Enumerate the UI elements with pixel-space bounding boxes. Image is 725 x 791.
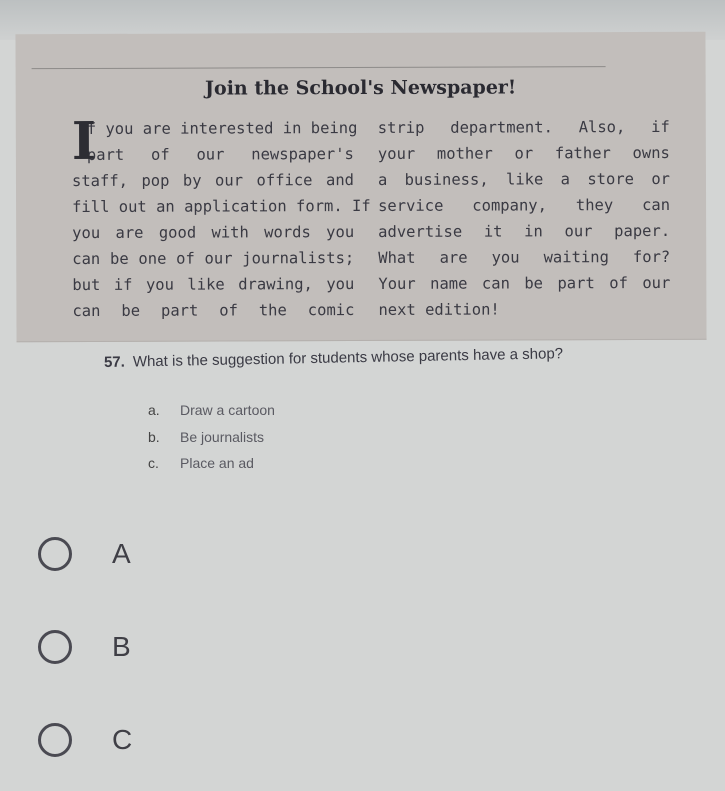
- answer-choice-c[interactable]: [38, 723, 238, 767]
- article-line: staff, pop by our office and: [71, 171, 355, 191]
- option-b: [148, 429, 264, 445]
- option-text: Place an ad: [180, 455, 254, 471]
- drop-cap: I: [71, 110, 97, 173]
- answer-label: A: [112, 538, 131, 569]
- article-line: a business, like a store or: [377, 169, 671, 189]
- question-text: What is the suggestion for students whose parents have a shop?: [132, 345, 564, 371]
- article-line: can be part of the comic: [72, 301, 355, 321]
- option-letter: c.: [148, 455, 159, 471]
- article-line: but if you like drawing, you: [72, 275, 355, 295]
- newspaper-clipping: [15, 32, 706, 342]
- option-text: Be journalists: [180, 429, 265, 445]
- radio-button-a[interactable]: [38, 537, 72, 571]
- radio-button-c[interactable]: [38, 723, 72, 757]
- answer-label: C: [112, 724, 133, 755]
- article-line: can be one of our journalists;: [72, 249, 355, 269]
- article-line: f you are interested in being: [86, 119, 358, 138]
- article-line: your mother or father owns: [377, 143, 670, 163]
- question-number: 57.: [103, 353, 126, 371]
- article-line: part of our newspaper's: [86, 145, 354, 164]
- article-right-column: [378, 114, 671, 323]
- article-line: What are you waiting for?: [378, 247, 671, 267]
- option-letter: a.: [148, 402, 160, 418]
- question-57: [104, 345, 563, 371]
- answer-label: B: [112, 631, 131, 662]
- article-line: advertise it in our paper.: [378, 221, 671, 241]
- article-line: strip department. Also, if: [377, 117, 670, 137]
- article-line: next edition!: [378, 300, 500, 319]
- clipping-divider: [32, 66, 606, 69]
- article-left-column: [71, 110, 371, 324]
- option-c: [148, 455, 254, 471]
- article-line: service company, they can: [378, 195, 671, 215]
- article-line: you are good with words you: [72, 223, 355, 243]
- article-title: Join the School's Newspaper!: [204, 76, 517, 100]
- option-letter: b.: [148, 429, 160, 445]
- option-text: Draw a cartoon: [180, 402, 275, 418]
- article-line: Your name can be part of our: [378, 273, 671, 293]
- radio-button-b[interactable]: [38, 630, 72, 664]
- answer-choice-b[interactable]: [38, 630, 238, 674]
- answer-choice-a[interactable]: [38, 537, 238, 581]
- article-line: fill out an application form. If: [72, 196, 371, 217]
- option-a: [148, 402, 275, 418]
